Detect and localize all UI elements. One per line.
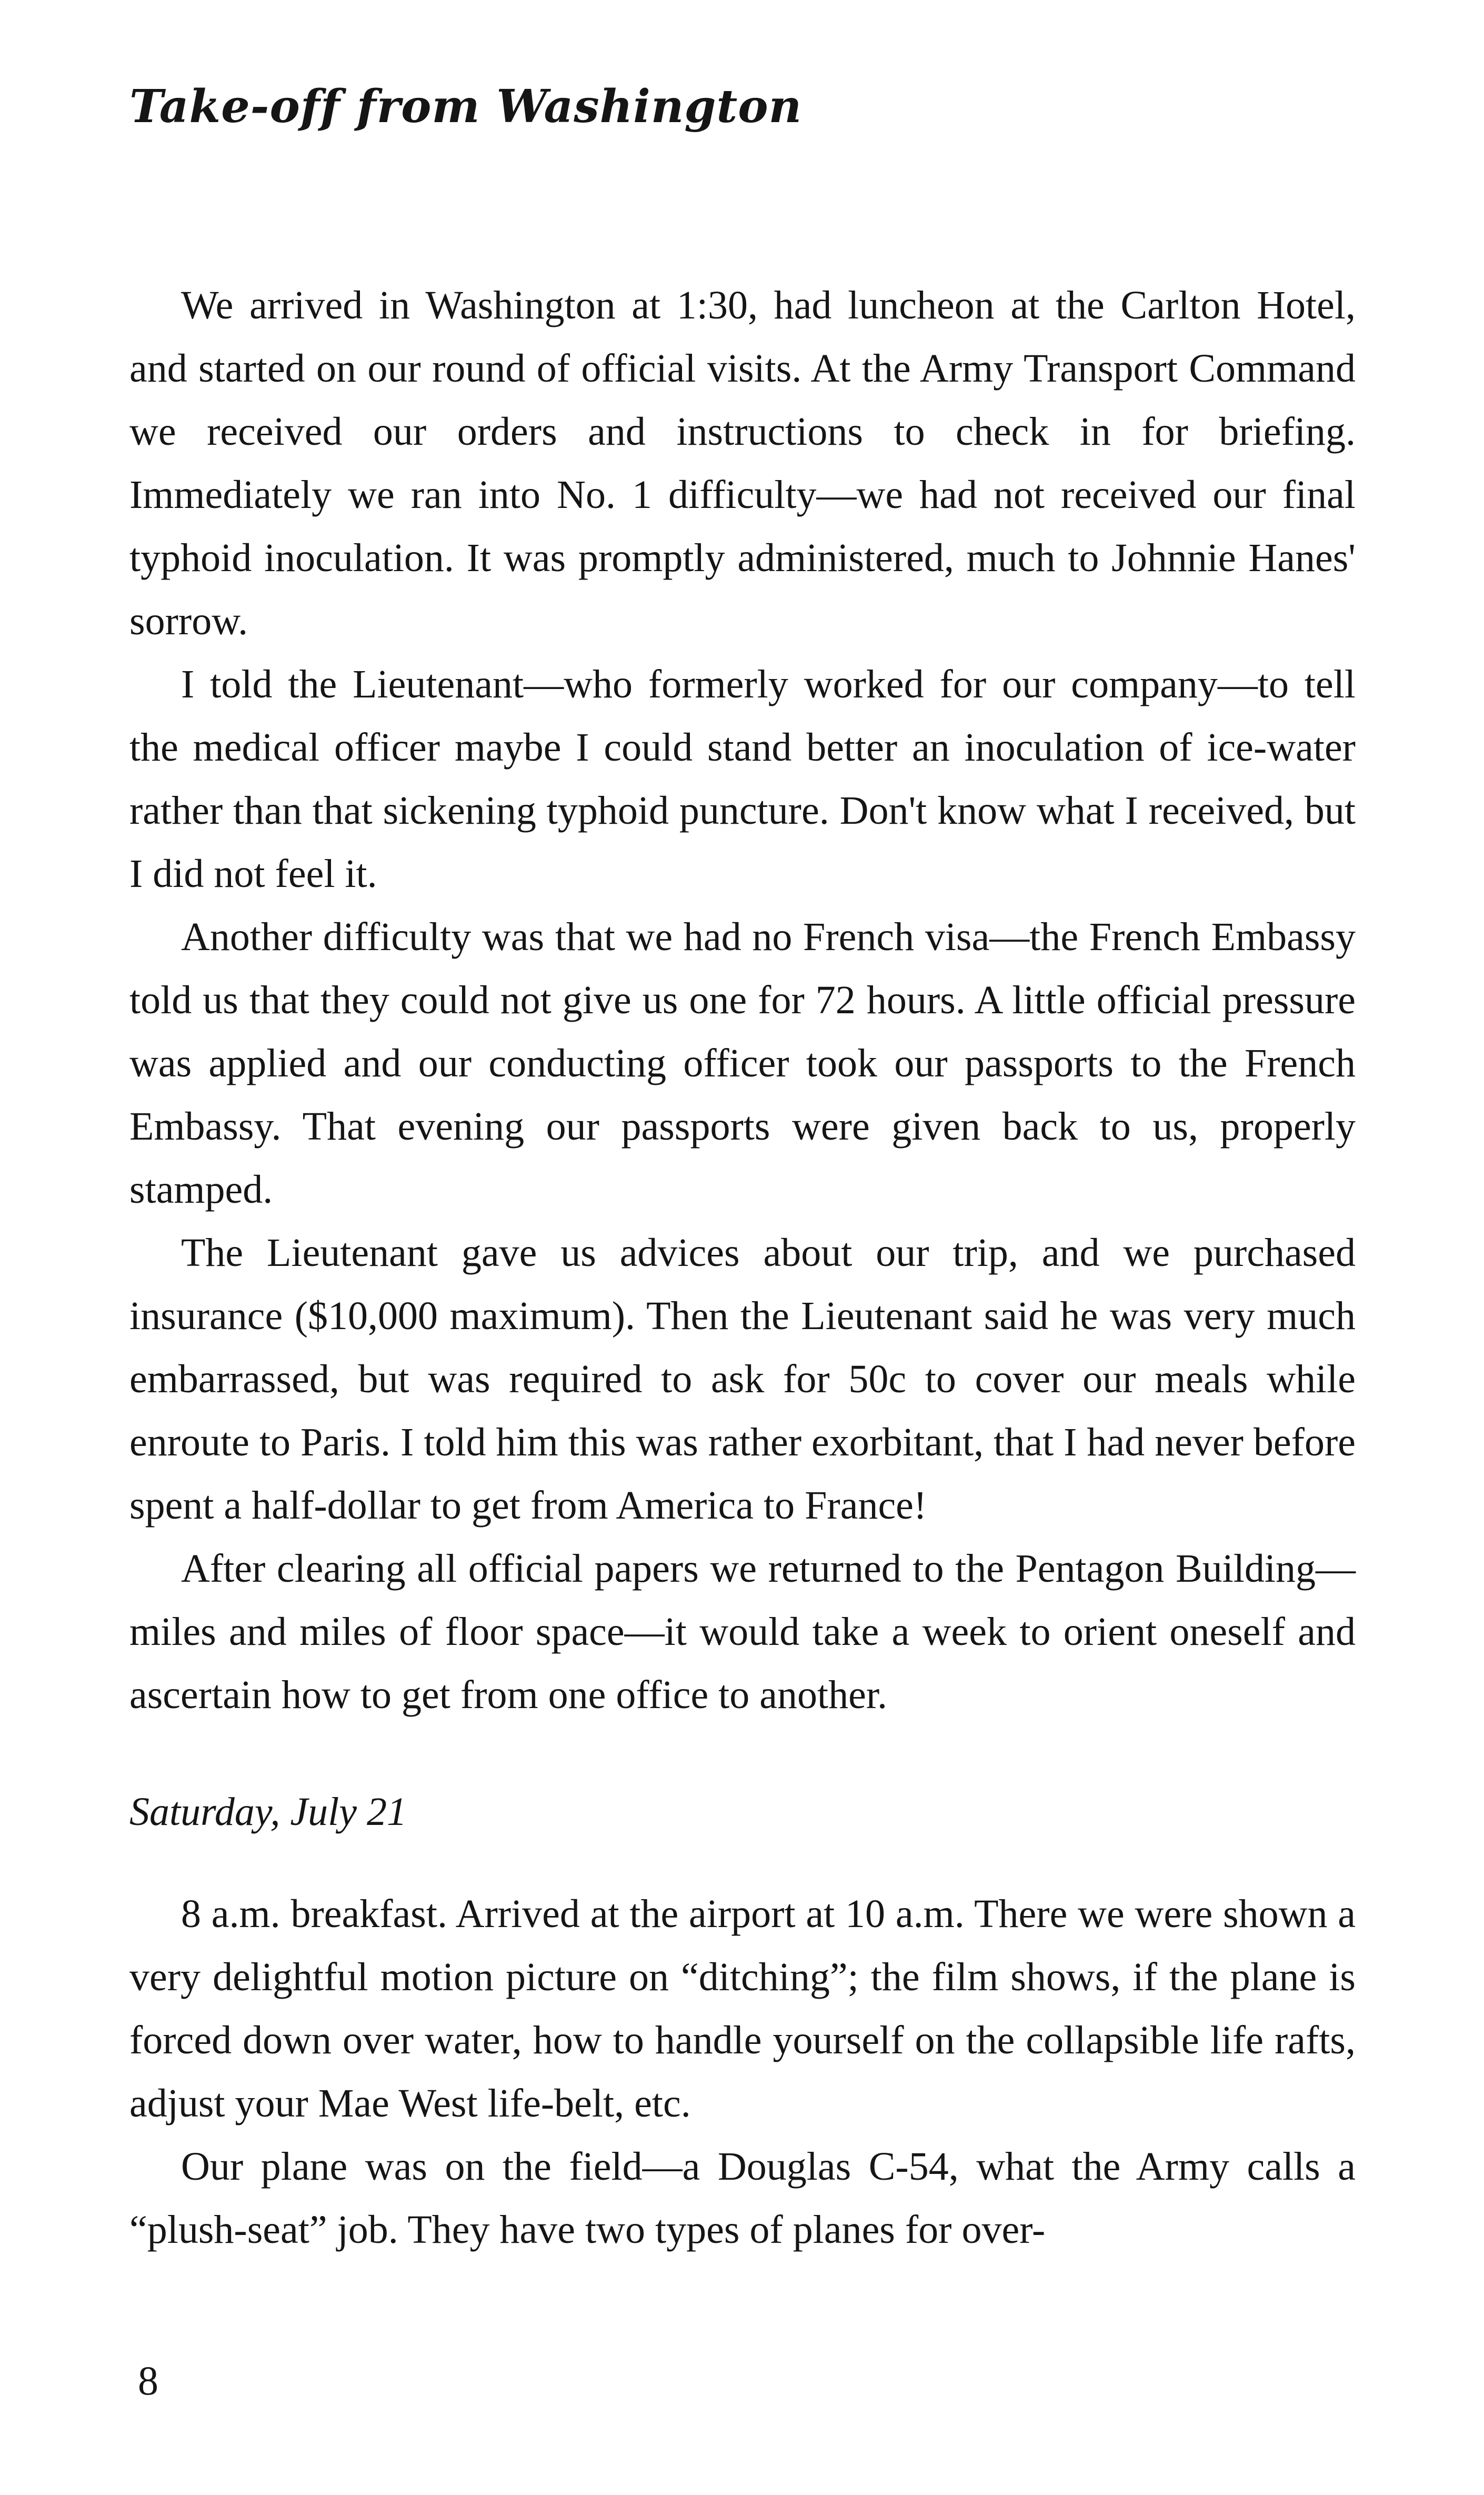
page-body <box>129 274 1356 2261</box>
section-heading-date: Saturday, July 21 <box>129 1790 407 1834</box>
chapter-title: Take-off from Washington <box>129 80 803 133</box>
paragraph-plane-description: Our plane was on the field—a Douglas C-54, what the Army calls a “plush-seat” job. They have two types of planes for over- <box>129 2144 1356 2252</box>
paragraph-lieutenant-inoculation: I told the Lieutenant—who formerly worked for our company—to tell the medical officer maybe I could stand better an inoculation of ice-water rather than that sickening typhoid puncture. Don't know what I received, but I did not feel it. <box>129 662 1356 896</box>
page-number: 8 <box>138 2358 158 2403</box>
paragraph-insurance: The Lieutenant gave us advices about our trip, and we purchased insurance ($10,000 maximum). Then the Lieutenant said he was very much embarrassed, but was required to ask for 50c to cover our meals while enroute to Paris. I told him this was rather exorbitant, that I had never before spent a half-dollar to get from America to France! <box>129 1231 1356 1528</box>
paragraph-breakfast-airport: 8 a.m. breakfast. Arrived at the airport at 10 a.m. There we were shown a very delightful motion picture on “ditching”; the film shows, if the plane is forced down over water, how to handle yourself on the collapsible life rafts, adjust your Mae West life-belt, etc. <box>129 1892 1356 2125</box>
paragraph-arrival: We arrived in Washington at 1:30, had luncheon at the Carlton Hotel, and started on our round of official visits. At the Army Transport Command we received our orders and instructions to check in for briefing. Immediately we ran into No. 1 difficulty—we had not received our final typhoid inoculation. It was promptly administered, much to Johnnie Hanes' sorrow. <box>129 283 1356 643</box>
paragraph-french-visa: Another difficulty was that we had no French visa—the French Embassy told us that they could not give us one for 72 hours. A little official pressure was applied and our conducting officer took our passports to the French Embassy. That evening our passports were given back to us, properly stamped. <box>129 915 1356 1212</box>
paragraph-pentagon: After clearing all official papers we returned to the Pentagon Building—miles and miles of floor space—it would take a week to orient oneself and ascertain how to get from one office to another. <box>129 1546 1356 1717</box>
